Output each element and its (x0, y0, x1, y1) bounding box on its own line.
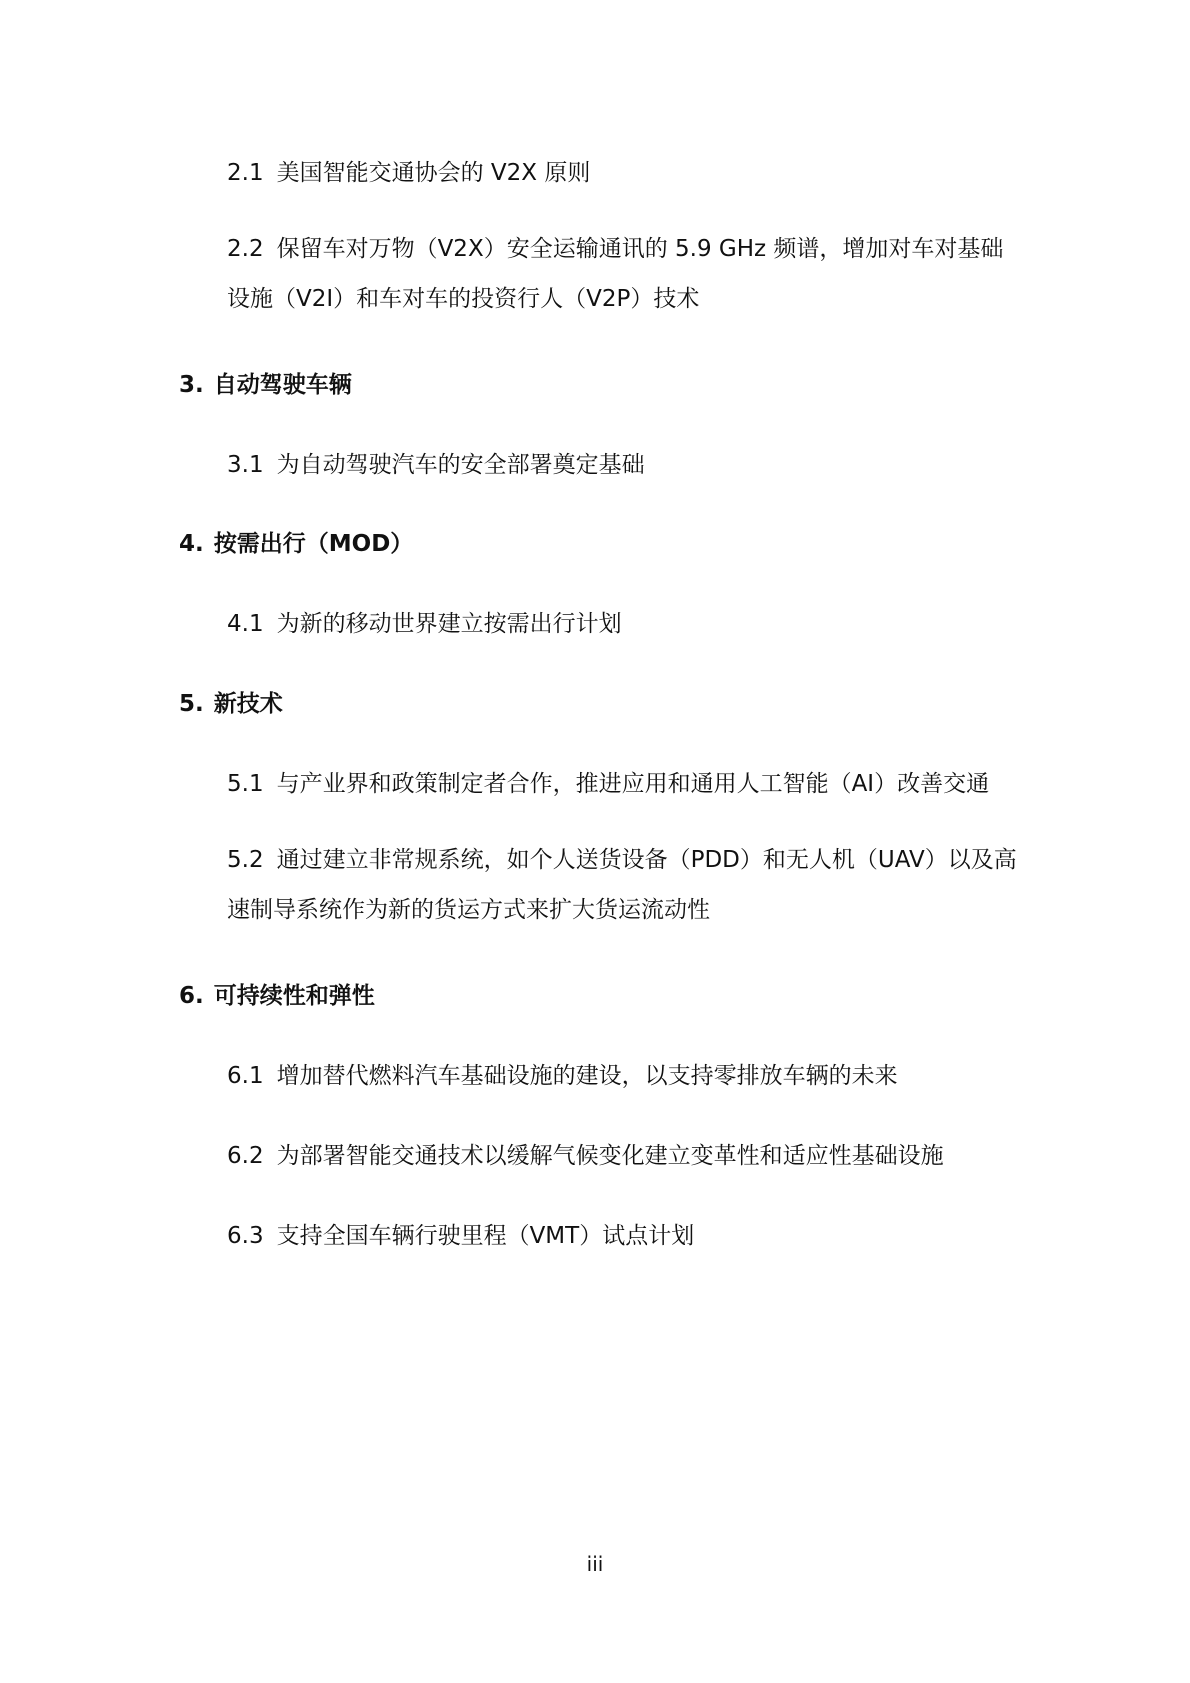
subsection-6-1 (227, 1062, 1017, 1090)
heading-3 (179, 371, 352, 399)
section-text: 保留车对万物（V2X）安全运输通讯的 5.9 GHz 频谱，增加对车对基础设施（V2I）和车对车的投资行人（V2P）技术 (227, 236, 1004, 312)
section-text: 为部署智能交通技术以缓解气候变化建立变革性和适应性基础设施 (276, 1143, 944, 1169)
subsection-6-3 (227, 1222, 1017, 1250)
section-number: 5.1 (227, 771, 264, 797)
subsection-4-1 (227, 610, 1017, 638)
section-number: 3.1 (227, 452, 264, 478)
subsection-2-2 (227, 224, 1017, 324)
section-number: 5. (179, 691, 204, 717)
section-text: 支持全国车辆行驶里程（VMT）试点计划 (276, 1223, 695, 1249)
subsection-5-1 (227, 770, 1017, 798)
heading-5 (179, 690, 283, 718)
section-title: 新技术 (213, 691, 283, 717)
section-number: 6.3 (227, 1223, 264, 1249)
section-text: 与产业界和政策制定者合作，推进应用和通用人工智能（AI）改善交通 (276, 771, 990, 797)
subsection-3-1 (227, 451, 1017, 479)
section-title: 可持续性和弹性 (213, 983, 375, 1009)
section-text: 增加替代燃料汽车基础设施的建设，以支持零排放车辆的未来 (276, 1063, 898, 1089)
section-number: 3. (179, 372, 204, 398)
section-number: 4.1 (227, 611, 264, 637)
subsection-6-2 (227, 1142, 1017, 1170)
section-title: 按需出行（MOD） (213, 531, 414, 557)
section-text: 为新的移动世界建立按需出行计划 (276, 611, 622, 637)
section-text: 美国智能交通协会的 V2X 原则 (276, 160, 591, 186)
page-number: iii (586, 1552, 604, 1576)
section-title: 自动驾驶车辆 (213, 372, 352, 398)
subsection-5-2 (227, 835, 1017, 935)
section-text: 为自动驾驶汽车的安全部署奠定基础 (276, 452, 645, 478)
heading-6 (179, 982, 375, 1010)
section-text: 通过建立非常规系统，如个人送货设备（PDD）和无人机（UAV）以及高速制导系统作为新的货运方式来扩大货运流动性 (227, 847, 1017, 923)
section-number: 4. (179, 531, 204, 557)
section-number: 5.2 (227, 847, 264, 873)
section-number: 6.1 (227, 1063, 264, 1089)
heading-4 (179, 530, 413, 558)
section-number: 2.2 (227, 236, 264, 262)
section-number: 2.1 (227, 160, 264, 186)
section-number: 6.2 (227, 1143, 264, 1169)
subsection-2-1 (227, 159, 1017, 187)
section-number: 6. (179, 983, 204, 1009)
